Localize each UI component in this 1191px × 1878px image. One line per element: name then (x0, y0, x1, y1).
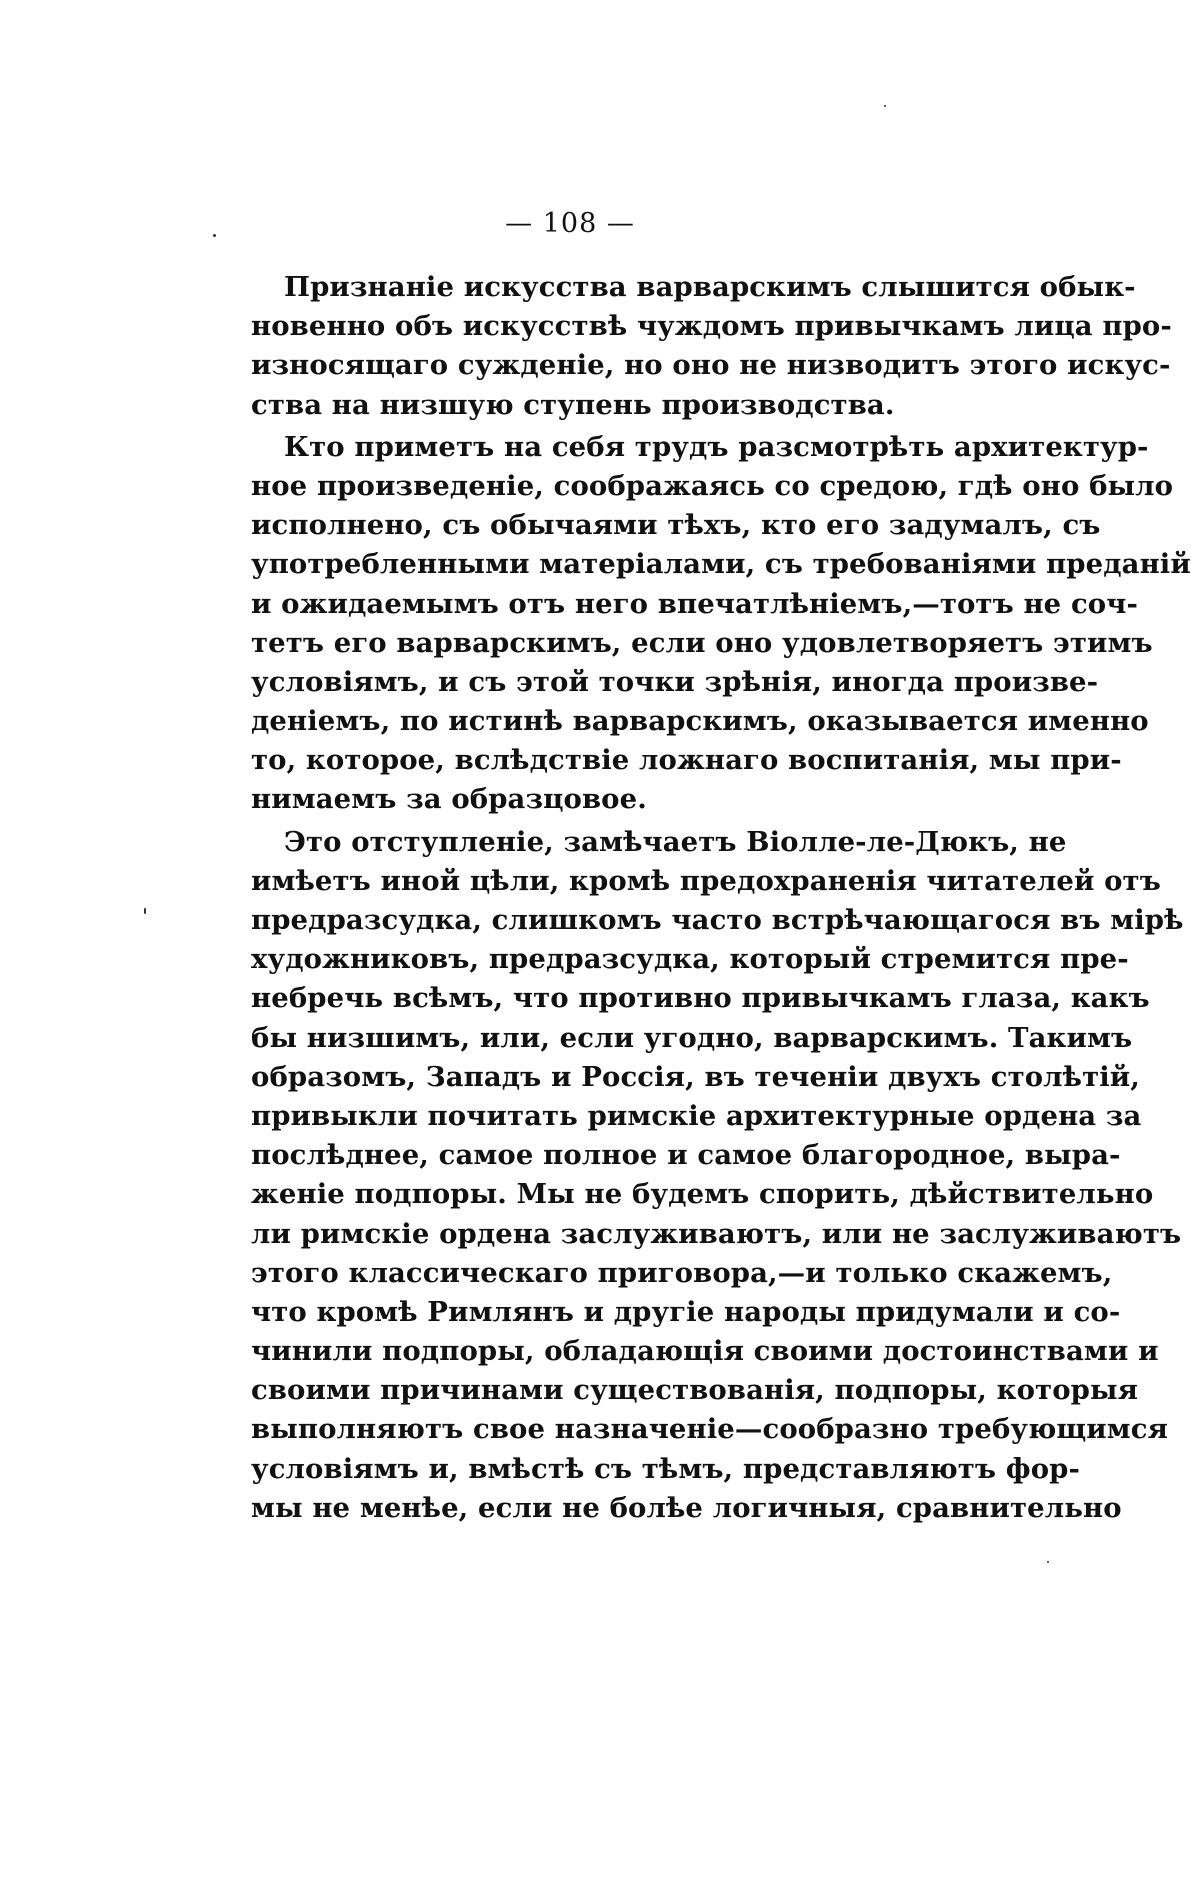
text-line: Кто приметъ на себя трудъ разсмотрѣть архитектур- (284, 430, 1149, 463)
text-line: исполнено, съ обычаями тѣхъ, кто его задумалъ, съ (251, 509, 1101, 542)
page-number: — 108 — (505, 208, 635, 239)
scan-speck (144, 908, 146, 914)
text-line: предразсудка, слишкомъ часто встрѣчающагося въ мірѣ (251, 904, 1184, 936)
text-line: ства на низшую ступень производства. (251, 388, 895, 421)
text-line: что кромѣ Римлянъ и другіе народы придумали и со- (251, 1295, 1121, 1328)
scan-speck (1047, 1561, 1049, 1563)
text-line: тетъ его варварскимъ, если оно удовлетворяетъ этимъ (251, 626, 1153, 659)
text-line: этого классическаго приговора,—и только скажемъ, (251, 1256, 1113, 1289)
text-line: своими причинами существованія, подпоры, которыя (251, 1374, 1139, 1407)
text-line: то, которое, вслѣдствіе ложнаго воспитанія, мы при- (251, 744, 1122, 777)
text-line: бы низшимъ, или, если угодно, варварскимъ. Такимъ (251, 1021, 1133, 1054)
text-line: условіямъ и, вмѣстѣ съ тѣмъ, представляютъ фор- (251, 1452, 1080, 1485)
text-line: употребленными матеріалами, съ требованіями преданій (251, 548, 1191, 581)
text-line: имѣетъ иной цѣли, кромѣ предохраненія читателей отъ (251, 864, 1161, 897)
text-line: нимаемъ за образцовое. (251, 783, 647, 816)
text-line: чинили подпоры, обладающія своими достоинствами и (251, 1335, 1159, 1368)
body-text (251, 268, 1191, 1528)
scan-speck (884, 105, 886, 107)
text-line: Признаніе искусства варварскимъ слышится обык- (284, 271, 1136, 303)
text-line: мы не менѣе, если не болѣе логичныя, сравнительно (251, 1491, 1122, 1524)
text-line: условіямъ, и съ этой точки зрѣнія, иногда произве- (251, 665, 1099, 698)
text-line: привыкли почитать римскіе архитектурные ордена за (251, 1099, 1142, 1132)
text-line: и ожидаемымъ отъ него впечатлѣніемъ,—тотъ не соч- (251, 587, 1138, 620)
text-line: износящаго сужденіе, но оно не низводитъ этого искус- (251, 349, 1171, 382)
text-line: послѣднее, самое полное и самое благородное, выра- (251, 1139, 1121, 1172)
text-line: выполняютъ свое назначеніе—сообразно требующимся (251, 1413, 1169, 1446)
text-line: Это отступленіе, замѣчаетъ Віолле-ле-Дюкъ, не (284, 825, 1067, 858)
text-line: образомъ, Западъ и Россія, въ теченіи двухъ столѣтій, (251, 1060, 1140, 1093)
text-line: новенно объ искусствѣ чуждомъ привычкамъ лица про- (251, 310, 1172, 343)
text-line: художниковъ, предразсудка, который стремится пре- (251, 943, 1129, 976)
text-line: деніемъ, по истинѣ варварскимъ, оказывается именно (251, 705, 1149, 738)
text-line: небречь всѣмъ, что противно привычкамъ глаза, какъ (251, 982, 1150, 1015)
text-line: ли римскіе ордена заслуживаютъ, или не заслуживаютъ (251, 1217, 1182, 1250)
text-line: женіе подпоры. Мы не будемъ спорить, дѣйствительно (251, 1178, 1154, 1211)
scan-speck (213, 234, 216, 237)
text-line: ное произведеніе, соображаясь со средою, гдѣ оно было (251, 469, 1174, 502)
